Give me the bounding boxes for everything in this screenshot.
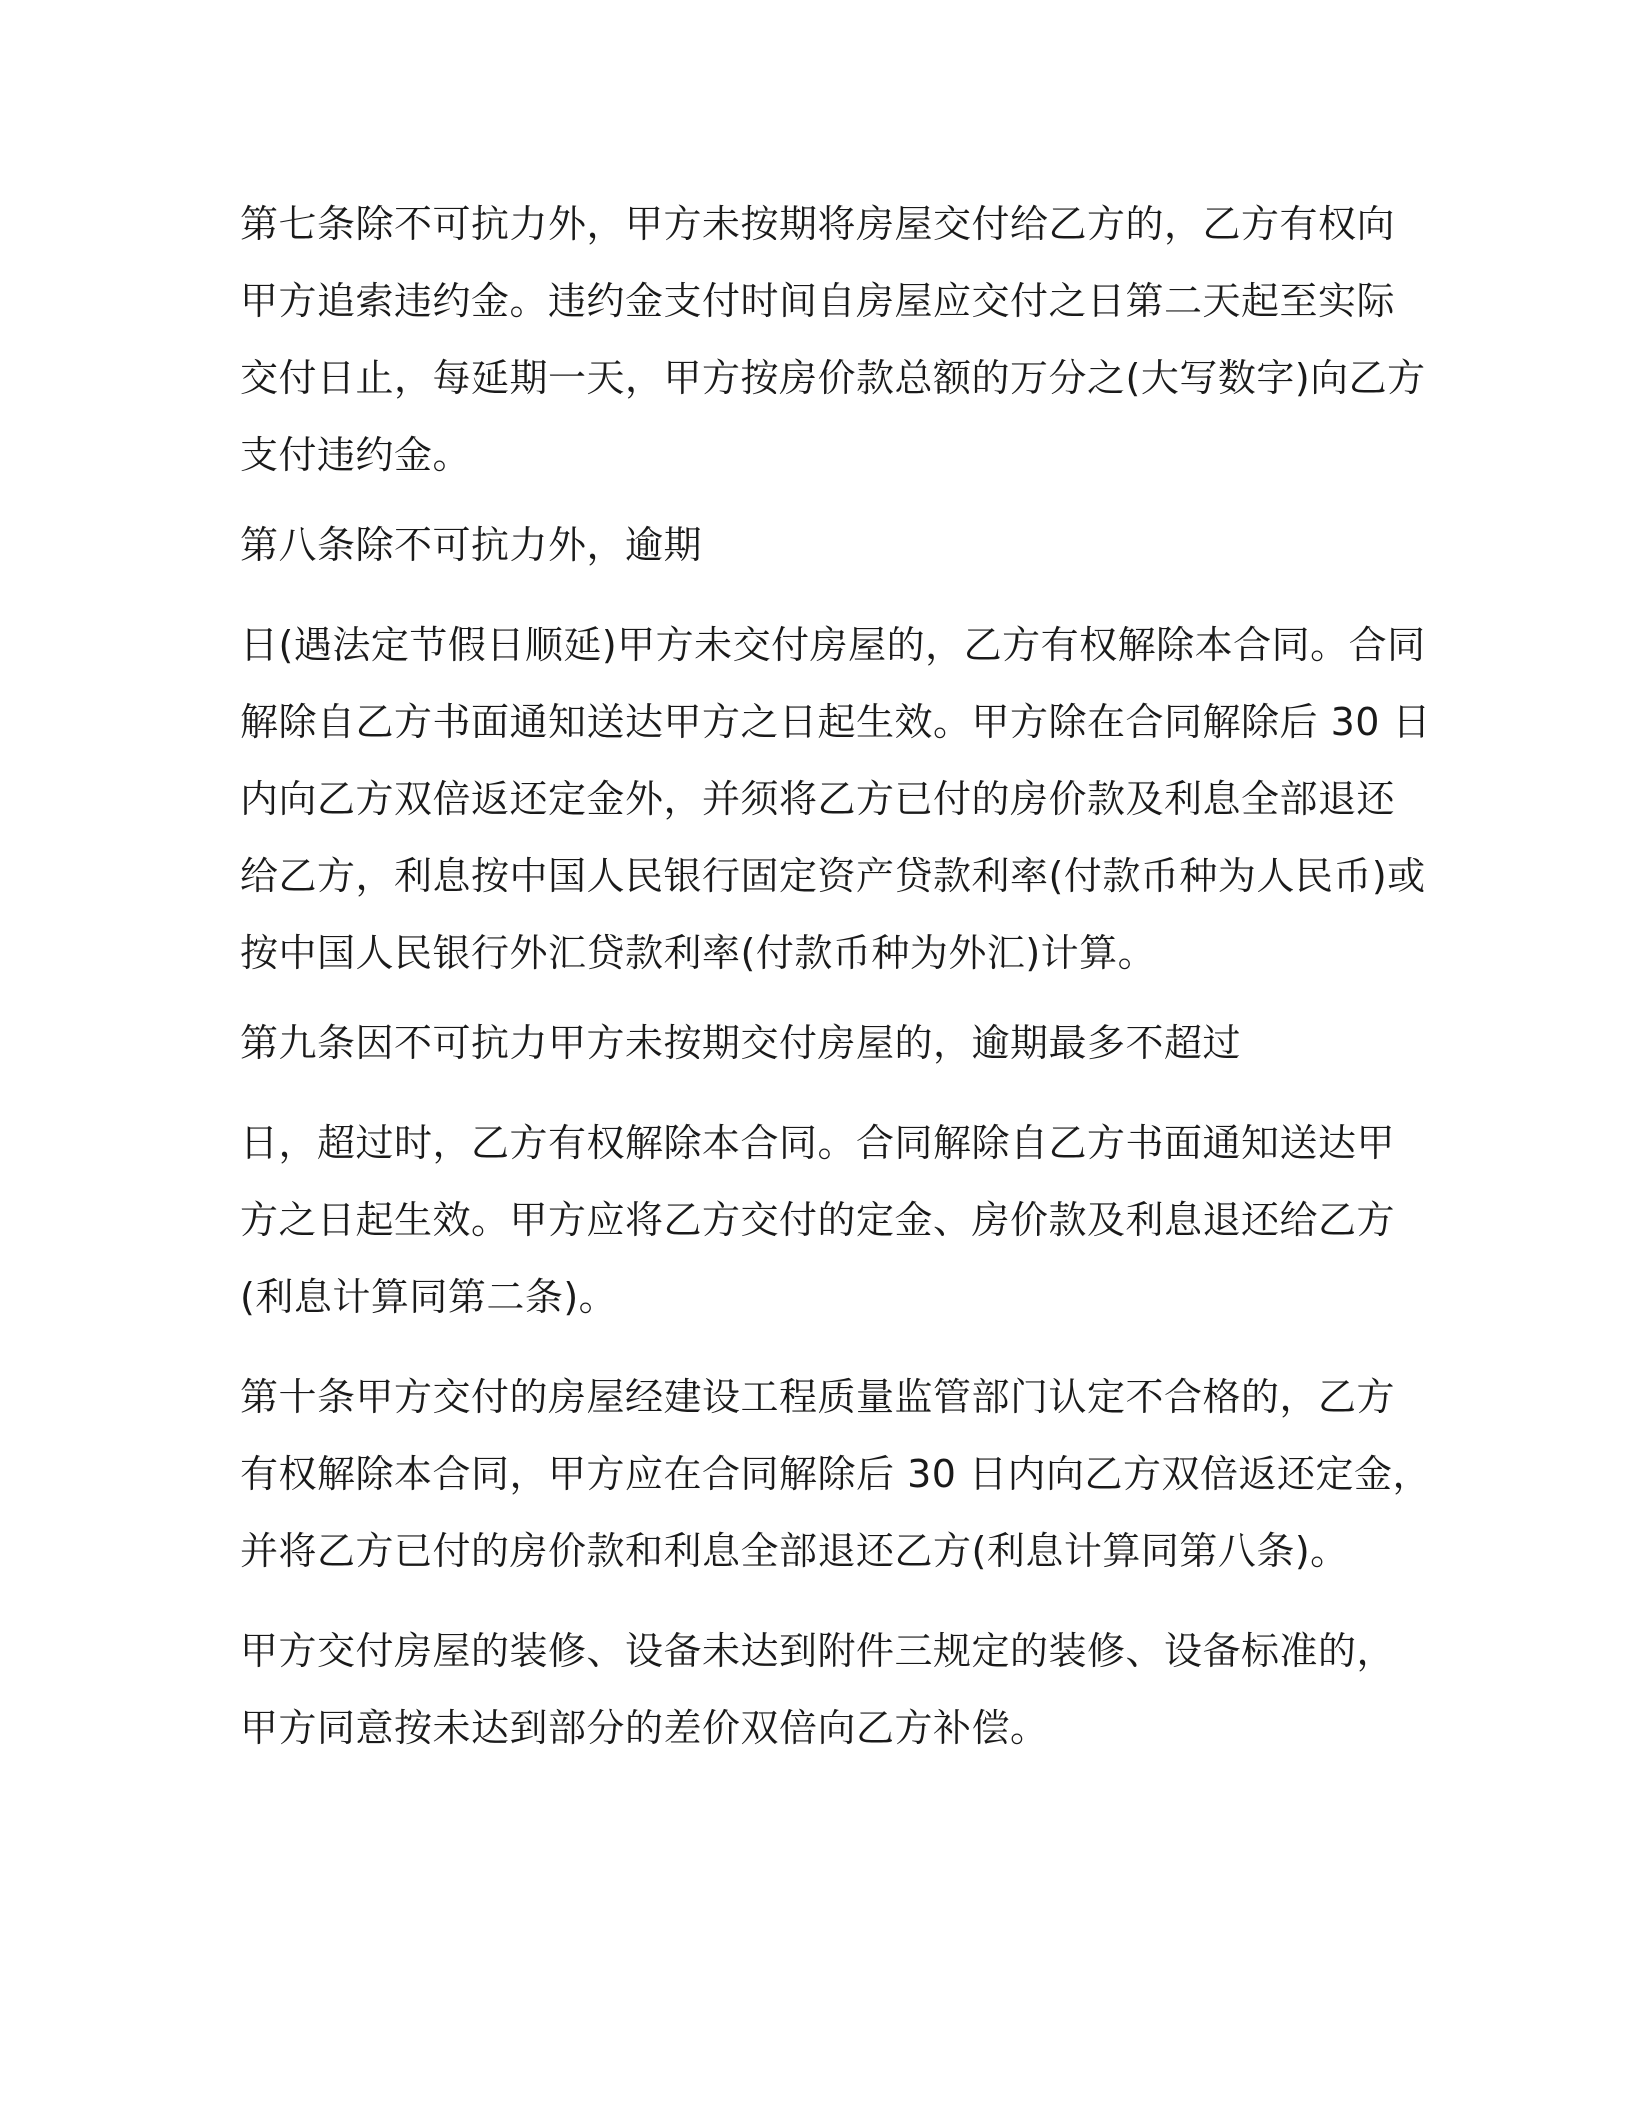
text-line: 方之日起生效。甲方应将乙方交付的定金、房价款及利息退还给乙方 — [240, 1198, 1396, 1242]
text-line: 第八条除不可抗力外，逾期 — [240, 523, 703, 567]
text-line: 第七条除不可抗力外，甲方未按期将房屋交付给乙方的，乙方有权向 — [240, 202, 1396, 246]
text-line: 日，超过时，乙方有权解除本合同。合同解除自乙方书面通知送达甲 — [240, 1121, 1396, 1165]
paragraph-article-7 — [240, 186, 1426, 494]
text-line: 并将乙方已付的房价款和利息全部退还乙方(利息计算同第八条)。 — [240, 1529, 1349, 1573]
paragraph-article-9-body — [240, 1105, 1396, 1336]
paragraph-article-8-body — [240, 607, 1432, 992]
text-line: 甲方追索违约金。违约金支付时间自房屋应交付之日第二天起至实际 — [240, 279, 1396, 323]
text-line: 支付违约金。 — [240, 433, 472, 477]
text-line: 甲方交付房屋的装修、设备未达到附件三规定的装修、设备标准的， — [240, 1629, 1396, 1673]
text-line: 有权解除本合同，甲方应在合同解除后 30 日内向乙方双倍返还定金， — [240, 1452, 1432, 1496]
paragraph-decoration-clause — [240, 1613, 1396, 1767]
text-line: 按中国人民银行外汇贷款利率(付款币种为外汇)计算。 — [240, 931, 1157, 975]
text-line: 给乙方，利息按中国人民银行固定资产贷款利率(付款币种为人民币)或 — [240, 854, 1426, 898]
text-line: 第十条甲方交付的房屋经建设工程质量监管部门认定不合格的，乙方 — [240, 1375, 1396, 1419]
document-page — [240, 186, 1432, 1767]
text-line: 内向乙方双倍返还定金外，并须将乙方已付的房价款及利息全部退还 — [240, 777, 1396, 821]
text-line: 第九条因不可抗力甲方未按期交付房屋的，逾期最多不超过 — [240, 1021, 1242, 1065]
text-line: 甲方同意按未达到部分的差价双倍向乙方补偿。 — [240, 1706, 1049, 1750]
text-line: 日(遇法定节假日顺延)甲方未交付房屋的，乙方有权解除本合同。合同 — [240, 623, 1426, 667]
paragraph-article-8-heading — [240, 507, 1390, 584]
text-line: (利息计算同第二条)。 — [240, 1275, 618, 1319]
text-line: 解除自乙方书面通知送达甲方之日起生效。甲方除在合同解除后 30 日 — [240, 700, 1432, 744]
text-line: 交付日止，每延期一天，甲方按房价款总额的万分之(大写数字)向乙方 — [240, 356, 1426, 400]
paragraph-article-10 — [240, 1359, 1432, 1590]
paragraph-article-9-heading — [240, 1005, 1390, 1082]
